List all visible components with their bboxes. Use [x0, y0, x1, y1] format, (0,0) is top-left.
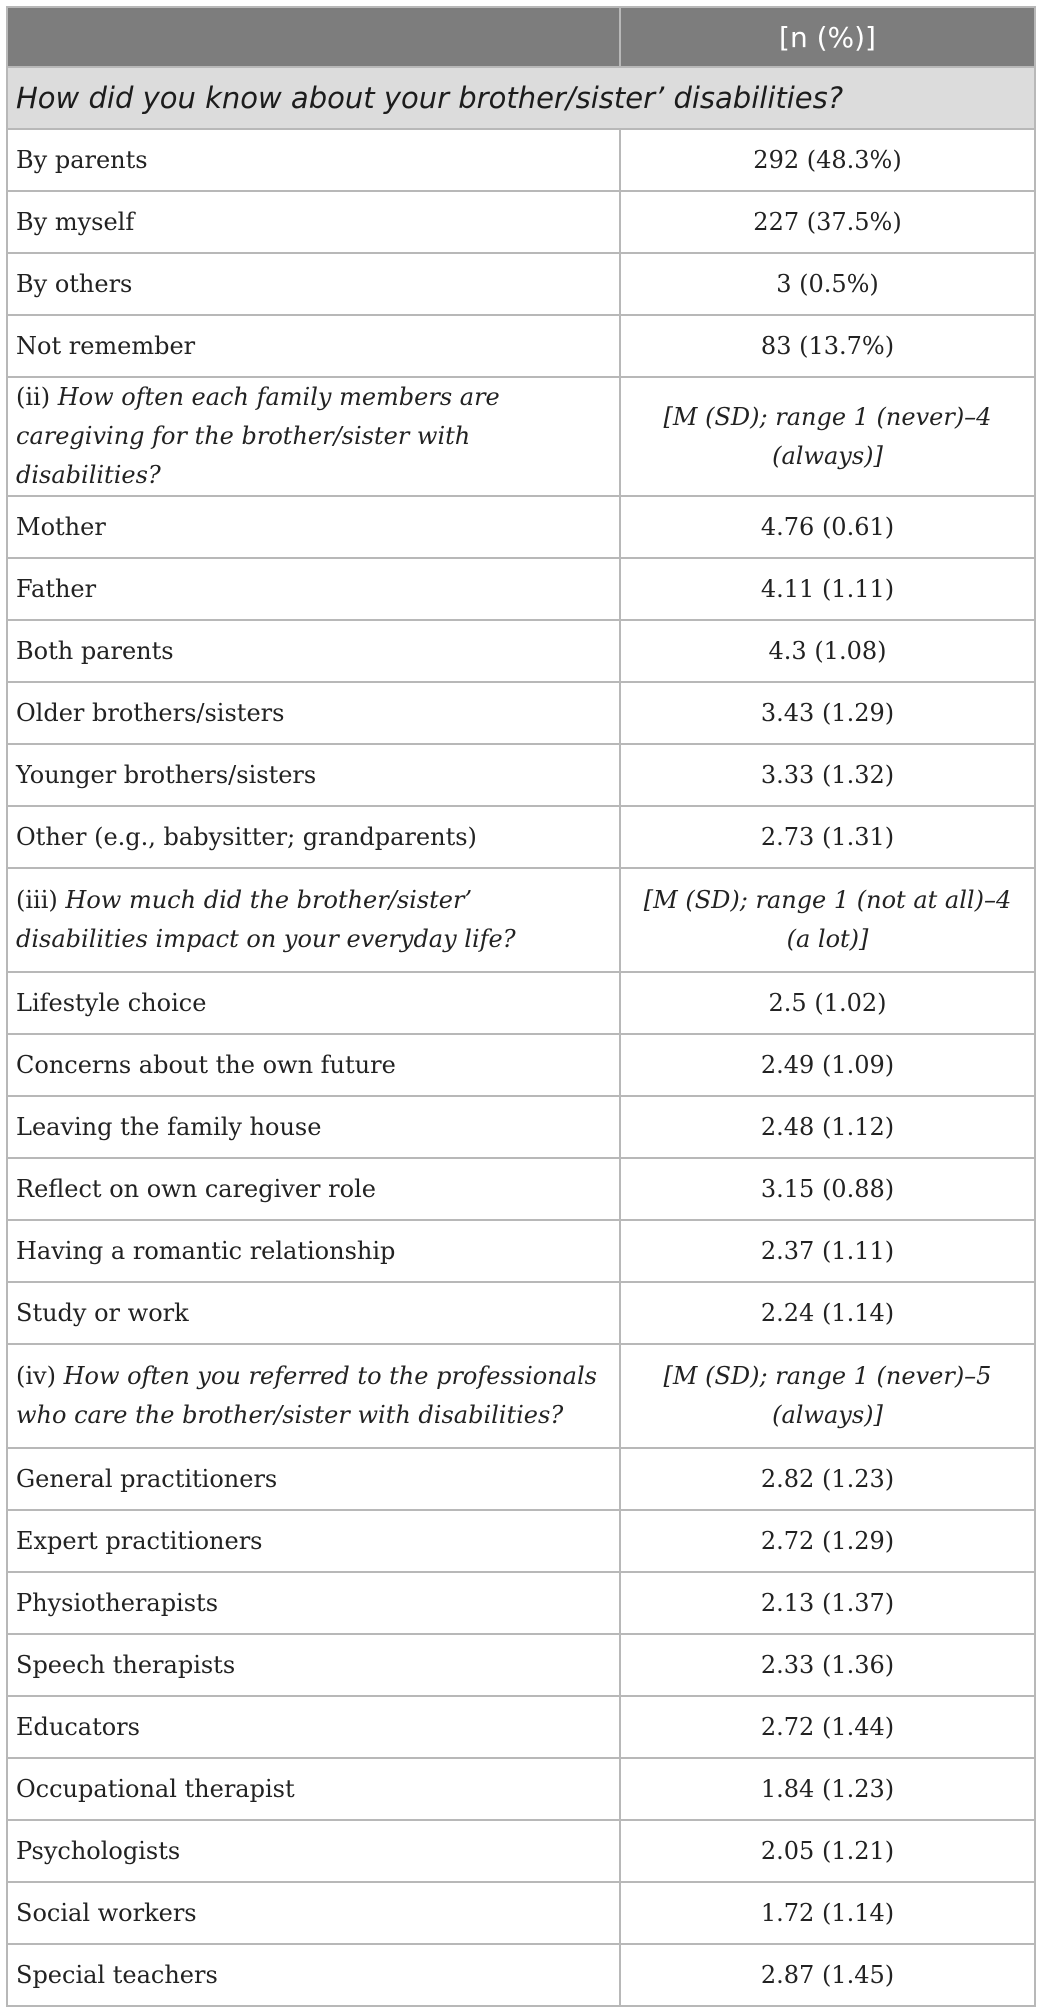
row-label: Social workers — [7, 1882, 620, 1944]
section-3-question-row — [7, 868, 1035, 972]
row-value: 2.87 (1.45) — [620, 1944, 1035, 2006]
row-value: 1.72 (1.14) — [620, 1882, 1035, 1944]
table-row — [7, 1882, 1035, 1944]
row-value: 83 (13.7%) — [620, 315, 1035, 377]
section-4-question-row-question-cell — [7, 1344, 620, 1448]
row-label: Both parents — [7, 620, 620, 682]
table-row — [7, 620, 1035, 682]
section-4-question-row — [7, 1344, 1035, 1448]
table-body — [7, 67, 1035, 2006]
row-label: Study or work — [7, 1282, 620, 1344]
row-value: 2.05 (1.21) — [620, 1820, 1035, 1882]
table-row — [7, 1572, 1035, 1634]
row-value: 2.82 (1.23) — [620, 1448, 1035, 1510]
row-label: Expert practitioners — [7, 1510, 620, 1572]
row-value: 4.3 (1.08) — [620, 620, 1035, 682]
section-1-header-title: How did you know about your brother/sister’ disabilities? — [7, 67, 1035, 129]
row-label: Physiotherapists — [7, 1572, 620, 1634]
section-1-header — [7, 67, 1035, 129]
section-4-question-row-scale: [M (SD); range 1 (never)–5 (always)] — [620, 1344, 1035, 1448]
section-4-question-row-number: (iv) — [16, 1362, 56, 1390]
row-label: Father — [7, 558, 620, 620]
table-row — [7, 1510, 1035, 1572]
row-label: Older brothers/sisters — [7, 682, 620, 744]
row-value: 4.11 (1.11) — [620, 558, 1035, 620]
row-value: 2.73 (1.31) — [620, 806, 1035, 868]
row-value: 3 (0.5%) — [620, 253, 1035, 315]
results-table — [6, 6, 1036, 2007]
row-label: Concerns about the own future — [7, 1034, 620, 1096]
row-label: Special teachers — [7, 1944, 620, 2006]
table-row — [7, 744, 1035, 806]
row-value: 2.72 (1.44) — [620, 1696, 1035, 1758]
table-row — [7, 972, 1035, 1034]
table-row — [7, 1158, 1035, 1220]
table-row — [7, 806, 1035, 868]
row-label: Other (e.g., babysitter; grandparents) — [7, 806, 620, 868]
section-3-question-row-question: How much did the brother/sister’ disabilities impact on your everyday life? — [16, 886, 516, 953]
table-header-row — [7, 7, 1035, 67]
row-label: Occupational therapist — [7, 1758, 620, 1820]
table-row — [7, 1096, 1035, 1158]
row-label: By myself — [7, 191, 620, 253]
row-label: Leaving the family house — [7, 1096, 620, 1158]
row-value: 2.48 (1.12) — [620, 1096, 1035, 1158]
row-label: By others — [7, 253, 620, 315]
row-value: 292 (48.3%) — [620, 129, 1035, 191]
row-value: 3.33 (1.32) — [620, 744, 1035, 806]
row-label: Having a romantic relationship — [7, 1220, 620, 1282]
row-value: 2.37 (1.11) — [620, 1220, 1035, 1282]
row-value: 3.15 (0.88) — [620, 1158, 1035, 1220]
table-row — [7, 1944, 1035, 2006]
section-2-question-row — [7, 377, 1035, 496]
row-value: 2.33 (1.36) — [620, 1634, 1035, 1696]
row-value: 2.49 (1.09) — [620, 1034, 1035, 1096]
row-value: 2.13 (1.37) — [620, 1572, 1035, 1634]
section-2-question-row-number: (ii) — [16, 383, 51, 411]
row-value: 2.72 (1.29) — [620, 1510, 1035, 1572]
section-3-question-row-question-cell — [7, 868, 620, 972]
table-row — [7, 558, 1035, 620]
table-row — [7, 1282, 1035, 1344]
section-3-question-row-number: (iii) — [16, 886, 58, 914]
table-row — [7, 1696, 1035, 1758]
row-value: 4.76 (0.61) — [620, 496, 1035, 558]
table-row — [7, 1758, 1035, 1820]
section-3-question-row-scale: [M (SD); range 1 (not at all)–4 (a lot)] — [620, 868, 1035, 972]
row-value: 1.84 (1.23) — [620, 1758, 1035, 1820]
row-label: Lifestyle choice — [7, 972, 620, 1034]
row-value: 2.24 (1.14) — [620, 1282, 1035, 1344]
table-row — [7, 129, 1035, 191]
section-2-question-row-scale: [M (SD); range 1 (never)–4 (always)] — [620, 377, 1035, 496]
row-label: Reflect on own caregiver role — [7, 1158, 620, 1220]
row-label: Speech therapists — [7, 1634, 620, 1696]
table-row — [7, 496, 1035, 558]
table-row — [7, 1220, 1035, 1282]
row-value: 227 (37.5%) — [620, 191, 1035, 253]
table-row — [7, 682, 1035, 744]
table-row — [7, 1634, 1035, 1696]
row-label: Not remember — [7, 315, 620, 377]
table-row — [7, 1034, 1035, 1096]
section-4-question-row-question: How often you referred to the professionals who care the brother/sister with disabilities? — [16, 1362, 597, 1429]
section-2-question-row-question: How often each family members are caregiving for the brother/sister with disabilities? — [16, 383, 500, 489]
row-label: Younger brothers/sisters — [7, 744, 620, 806]
section-2-question-row-question-cell — [7, 377, 620, 496]
table-row — [7, 191, 1035, 253]
row-label: Psychologists — [7, 1820, 620, 1882]
header-col2: [n (%)] — [620, 7, 1035, 67]
row-label: Mother — [7, 496, 620, 558]
table-row — [7, 1820, 1035, 1882]
row-label: General practitioners — [7, 1448, 620, 1510]
row-label: Educators — [7, 1696, 620, 1758]
row-value: 3.43 (1.29) — [620, 682, 1035, 744]
header-col1 — [7, 7, 620, 67]
table-row — [7, 315, 1035, 377]
row-label: By parents — [7, 129, 620, 191]
table-row — [7, 1448, 1035, 1510]
table-row — [7, 253, 1035, 315]
row-value: 2.5 (1.02) — [620, 972, 1035, 1034]
